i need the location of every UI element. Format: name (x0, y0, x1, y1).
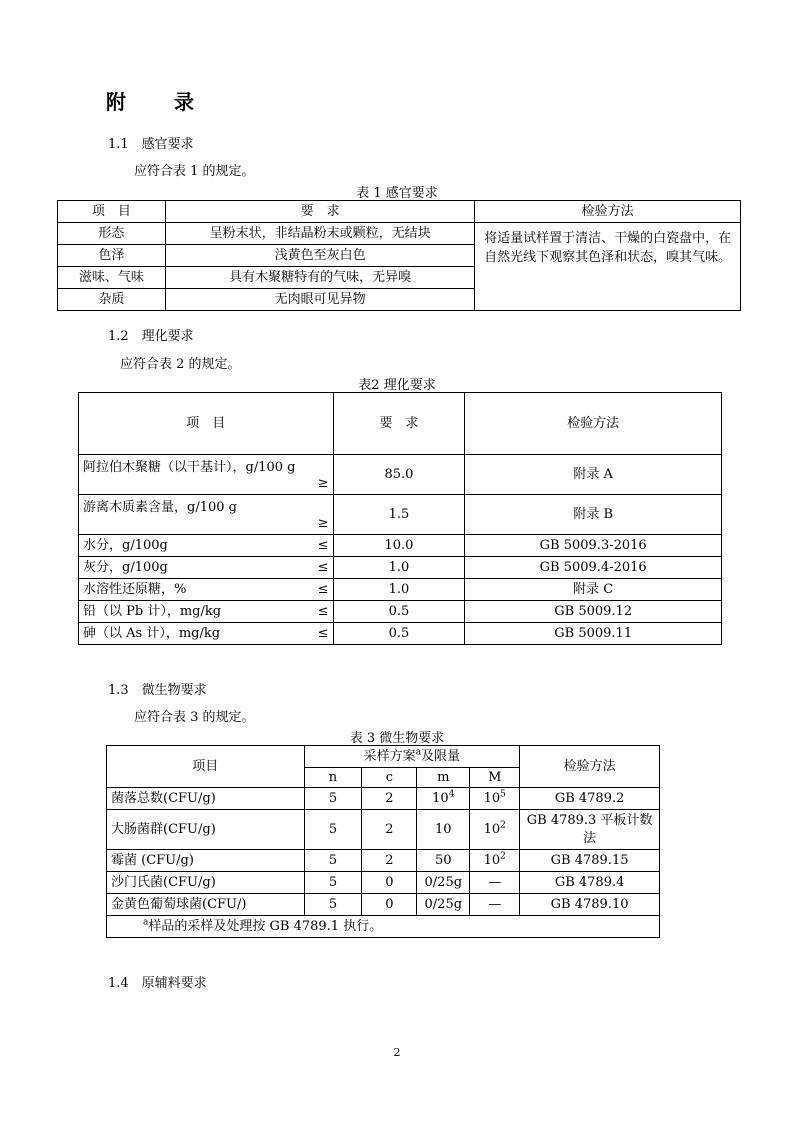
table-cell: 5 (304, 850, 362, 872)
table-3-microbial (106, 745, 660, 938)
table-cell: GB 4789.3 平板计数法 (520, 810, 660, 850)
table-cell: 0.5 (333, 601, 465, 623)
item-label: 水溶性还原糖，% (83, 581, 187, 597)
table-cell: 1.5 (333, 495, 465, 535)
item-label: 水分，g/100g (83, 537, 168, 553)
table-cell: 霉菌 (CFU/g) (107, 850, 305, 872)
table-cell (79, 495, 334, 535)
item-label: 游离木质素含量，g/100 g (83, 500, 237, 515)
table-cell: 10 (417, 810, 470, 850)
table-header: 检验方法 (520, 746, 660, 788)
table-cell: — (470, 872, 520, 894)
table-cell: 1.0 (333, 557, 465, 579)
table-header: c (362, 768, 417, 788)
table-cell: GB 4789.4 (520, 872, 660, 894)
table-cell: 形态 (58, 223, 166, 245)
table-footnote: $^a$样品的采样及处理按 GB 4789.1 执行。 (107, 916, 660, 938)
table-cell: 杂质 (58, 289, 166, 311)
table-header: 项目 (107, 746, 305, 788)
table-header: 检验方法 (475, 201, 741, 223)
table-cell: 金黄色葡萄球菌(CFU/) (107, 894, 305, 916)
table-header: 项 目 (79, 393, 334, 455)
item-label: 灰分，g/100g (83, 559, 168, 575)
table-cell: GB 5009.3-2016 (465, 535, 722, 557)
table-cell: 10.0 (333, 535, 465, 557)
table-cell: 5 (304, 872, 362, 894)
table-cell: 附录 C (465, 579, 722, 601)
table-cell: 菌落总数(CFU/g) (107, 788, 305, 810)
comparison-symbol: ≥ (317, 516, 329, 531)
table-2-physicochemical (78, 392, 722, 645)
table-cell: 50 (417, 850, 470, 872)
table-cell: GB 5009.11 (465, 623, 722, 645)
comparison-symbol: ≤ (317, 537, 329, 553)
section-1-1-heading: 1.1 感官要求 (108, 137, 194, 152)
section-1-2-heading: 1.2 理化要求 (108, 329, 194, 344)
table-cell: 呈粉末状，非结晶粉末或颗粒，无结块 (165, 223, 475, 245)
section-1-4-heading: 1.4 原辅料要求 (108, 976, 207, 991)
table-cell: 0.5 (333, 623, 465, 645)
table-header: 检验方法 (465, 393, 722, 455)
table-cell (79, 557, 334, 579)
table-cell: 85.0 (333, 455, 465, 495)
table-header: 要 求 (333, 393, 465, 455)
table-cell: 附录 B (465, 495, 722, 535)
table-cell: 5 (304, 894, 362, 916)
table-cell: $10^2$ (470, 850, 520, 872)
table-cell: 色泽 (58, 245, 166, 267)
table-cell: 5 (304, 788, 362, 810)
table-3-caption: 表 3 微生物要求 (349, 731, 445, 746)
section-1-3-heading: 1.3 微生物要求 (108, 683, 207, 698)
table-header: m (417, 768, 470, 788)
table-cell: $10^5$ (470, 788, 520, 810)
item-label: 砷（以 As 计），mg/kg (83, 625, 221, 641)
table-2-caption: 表2 理化要求 (358, 378, 436, 393)
table-header: M (470, 768, 520, 788)
comparison-symbol: ≤ (317, 581, 329, 597)
table-cell: GB 5009.12 (465, 601, 722, 623)
appendix-title: 附 录 (106, 90, 208, 114)
table-cell-method: 将适量试样置于清洁、干燥的白瓷盘中，在自然光线下观察其色泽和状态，嗅其气味。 (475, 223, 741, 311)
table-cell: 浅黄色至灰白色 (165, 245, 475, 267)
table-cell: 2 (362, 850, 417, 872)
table-cell (79, 455, 334, 495)
comparison-symbol: ≥ (317, 476, 329, 491)
table-cell: 滋味、气味 (58, 267, 166, 289)
table-cell: 0/25g (417, 894, 470, 916)
comparison-symbol: ≤ (317, 603, 329, 619)
table-header: 采样方案$^a$及限量 (304, 746, 520, 768)
table-cell: 具有木聚糖特有的气味，无异嗅 (165, 267, 475, 289)
page-number: 2 (393, 1046, 401, 1059)
table-cell (79, 579, 334, 601)
table-header: 要 求 (165, 201, 475, 223)
table-cell: — (470, 894, 520, 916)
table-cell: 大肠菌群(CFU/g) (107, 810, 305, 850)
table-cell: GB 4789.15 (520, 850, 660, 872)
table-cell (79, 623, 334, 645)
table-cell: $10^2$ (470, 810, 520, 850)
table-1-sensory (57, 200, 741, 311)
section-1-2-para: 应符合表 2 的规定。 (120, 357, 241, 372)
table-cell: GB 5009.4-2016 (465, 557, 722, 579)
section-1-3-para: 应符合表 3 的规定。 (134, 710, 255, 725)
table-cell (79, 535, 334, 557)
table-1-caption: 表 1 感官要求 (356, 186, 438, 201)
table-header: 项 目 (58, 201, 166, 223)
table-cell: GB 4789.10 (520, 894, 660, 916)
comparison-symbol: ≤ (317, 559, 329, 575)
table-cell: 0/25g (417, 872, 470, 894)
table-cell: 0 (362, 872, 417, 894)
item-label: 铅（以 Pb 计），mg/kg (83, 603, 222, 619)
table-cell: 附录 A (465, 455, 722, 495)
comparison-symbol: ≤ (317, 625, 329, 641)
table-cell: 沙门氏菌(CFU/g) (107, 872, 305, 894)
table-cell: 2 (362, 810, 417, 850)
section-1-1-para: 应符合表 1 的规定。 (134, 164, 255, 179)
table-cell: 0 (362, 894, 417, 916)
table-header: n (304, 768, 362, 788)
table-cell (79, 601, 334, 623)
table-cell: $10^4$ (417, 788, 470, 810)
item-label: 阿拉伯木聚糖（以干基计），g/100 g (83, 460, 296, 475)
table-cell: 1.0 (333, 579, 465, 601)
table-cell: 5 (304, 810, 362, 850)
table-cell: 无肉眼可见异物 (165, 289, 475, 311)
table-cell: GB 4789.2 (520, 788, 660, 810)
table-cell: 2 (362, 788, 417, 810)
